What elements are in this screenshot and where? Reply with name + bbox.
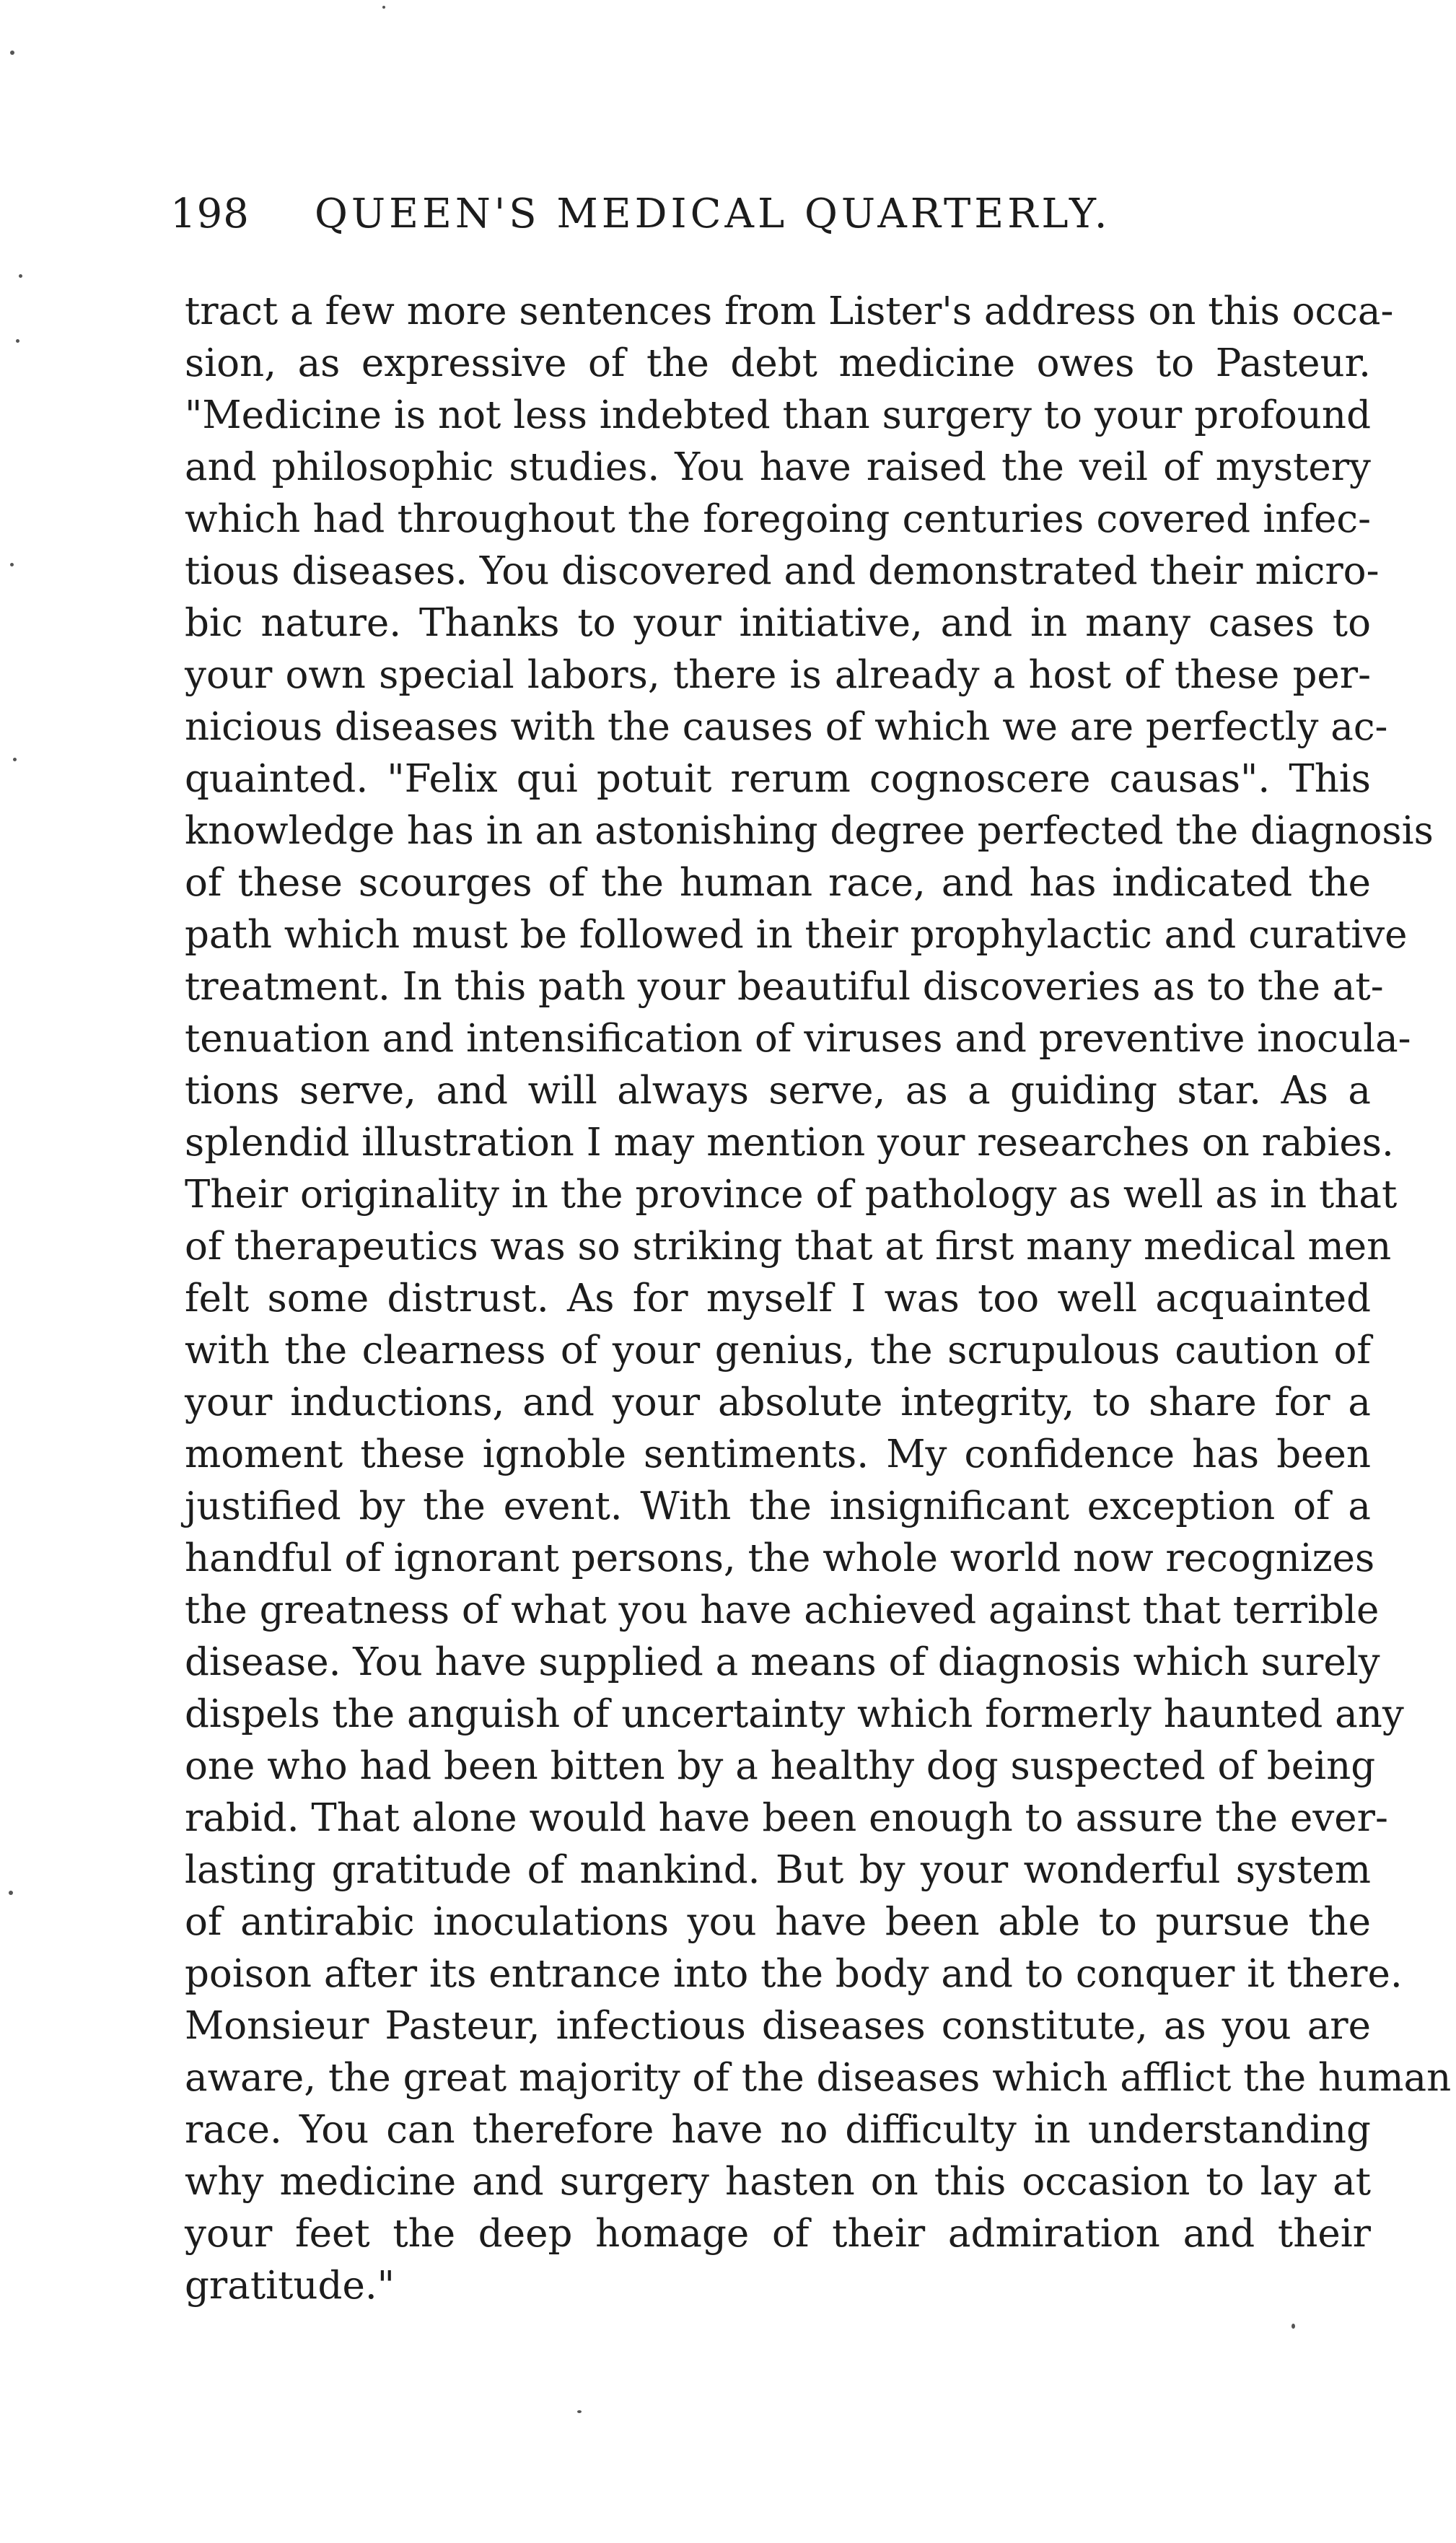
scan-speck: [10, 51, 14, 55]
text-line: bic nature. Thanks to your initiative, and in many cases to: [185, 601, 1371, 645]
text-line: lasting gratitude of mankind. But by your wonderful system: [185, 1848, 1371, 1892]
text-line: of antirabic inoculations you have been able to pursue the: [185, 1900, 1371, 1944]
text-line: splendid illustration I may mention your researches on rabies.: [185, 1121, 1394, 1165]
text-line: of these scourges of the human race, and has indicated the: [185, 861, 1371, 905]
scan-speck: [577, 2410, 582, 2413]
text-line: your inductions, and your absolute integrity, to share for a: [185, 1380, 1371, 1424]
text-line: race. You can therefore have no difficulty in understanding: [185, 2108, 1371, 2152]
text-line: knowledge has in an astonishing degree perfected the diagnosis: [185, 809, 1434, 853]
scan-speck: [13, 758, 17, 761]
text-line: tract a few more sentences from Lister's address on this occa-: [185, 289, 1394, 333]
text-line: the greatness of what you have achieved against that terrible: [185, 1588, 1380, 1632]
text-line: felt some distrust. As for myself I was too well acquainted: [185, 1277, 1371, 1321]
text-line: with the clearness of your genius, the scrupulous caution of: [185, 1329, 1371, 1373]
text-line: gratitude.": [185, 2264, 395, 2308]
text-line: justified by the event. With the insignificant exception of a: [185, 1484, 1371, 1528]
scan-speck: [9, 1891, 13, 1895]
scan-speck: [1291, 2324, 1295, 2329]
text-line: one who had been bitten by a healthy dog suspected of being: [185, 1744, 1376, 1788]
text-line: sion, as expressive of the debt medicine owes to Pasteur.: [185, 341, 1371, 385]
text-line: disease. You have supplied a means of diagnosis which surely: [185, 1640, 1380, 1684]
text-line: poison after its entrance into the body and to conquer it there.: [185, 1952, 1403, 1996]
text-line: nicious diseases with the causes of which we are perfectly ac-: [185, 705, 1388, 749]
text-line: "Medicine is not less indebted than surgery to your profound: [185, 393, 1371, 437]
text-line: which had throughout the foregoing centuries covered infec-: [185, 497, 1371, 541]
text-line: why medicine and surgery hasten on this occasion to lay at: [185, 2160, 1371, 2204]
text-line: treatment. In this path your beautiful discoveries as to the at-: [185, 965, 1384, 1009]
text-line: tions serve, and will always serve, as a guiding star. As a: [185, 1069, 1371, 1113]
text-line: tenuation and intensification of viruses and preventive inocula-: [185, 1017, 1411, 1061]
running-title: QUEEN'S MEDICAL QUARTERLY.: [315, 191, 1111, 237]
text-line: your own special labors, there is already a host of these per-: [185, 653, 1371, 697]
text-line: and philosophic studies. You have raised the veil of mystery: [185, 445, 1371, 489]
text-line: tious diseases. You discovered and demonstrated their micro-: [185, 549, 1380, 593]
text-line: aware, the great majority of the diseases which afflict the human: [185, 2056, 1452, 2100]
page-header: [170, 182, 1397, 247]
scan-speck: [382, 6, 385, 9]
text-line: dispels the anguish of uncertainty which formerly haunted any: [185, 1692, 1404, 1736]
text-line: Monsieur Pasteur, infectious diseases constitute, as you are: [185, 2004, 1371, 2048]
body-text: [185, 286, 1452, 2312]
scan-speck: [16, 339, 19, 343]
text-line: Their originality in the province of pathology as well as in that: [185, 1173, 1398, 1217]
page-number: 198: [170, 191, 250, 237]
text-line: quainted. "Felix qui potuit rerum cognoscere causas". This: [185, 757, 1371, 801]
text-line: handful of ignorant persons, the whole world now recognizes: [185, 1536, 1375, 1580]
text-line: your feet the deep homage of their admiration and their: [185, 2212, 1371, 2256]
text-line: rabid. That alone would have been enough to assure the ever-: [185, 1796, 1388, 1840]
scan-speck: [19, 274, 22, 278]
scan-speck: [10, 563, 14, 566]
text-line: of therapeutics was so striking that at first many medical men: [185, 1225, 1392, 1269]
text-line: moment these ignoble sentiments. My confidence has been: [185, 1432, 1371, 1476]
text-line: path which must be followed in their prophylactic and curative: [185, 913, 1408, 957]
